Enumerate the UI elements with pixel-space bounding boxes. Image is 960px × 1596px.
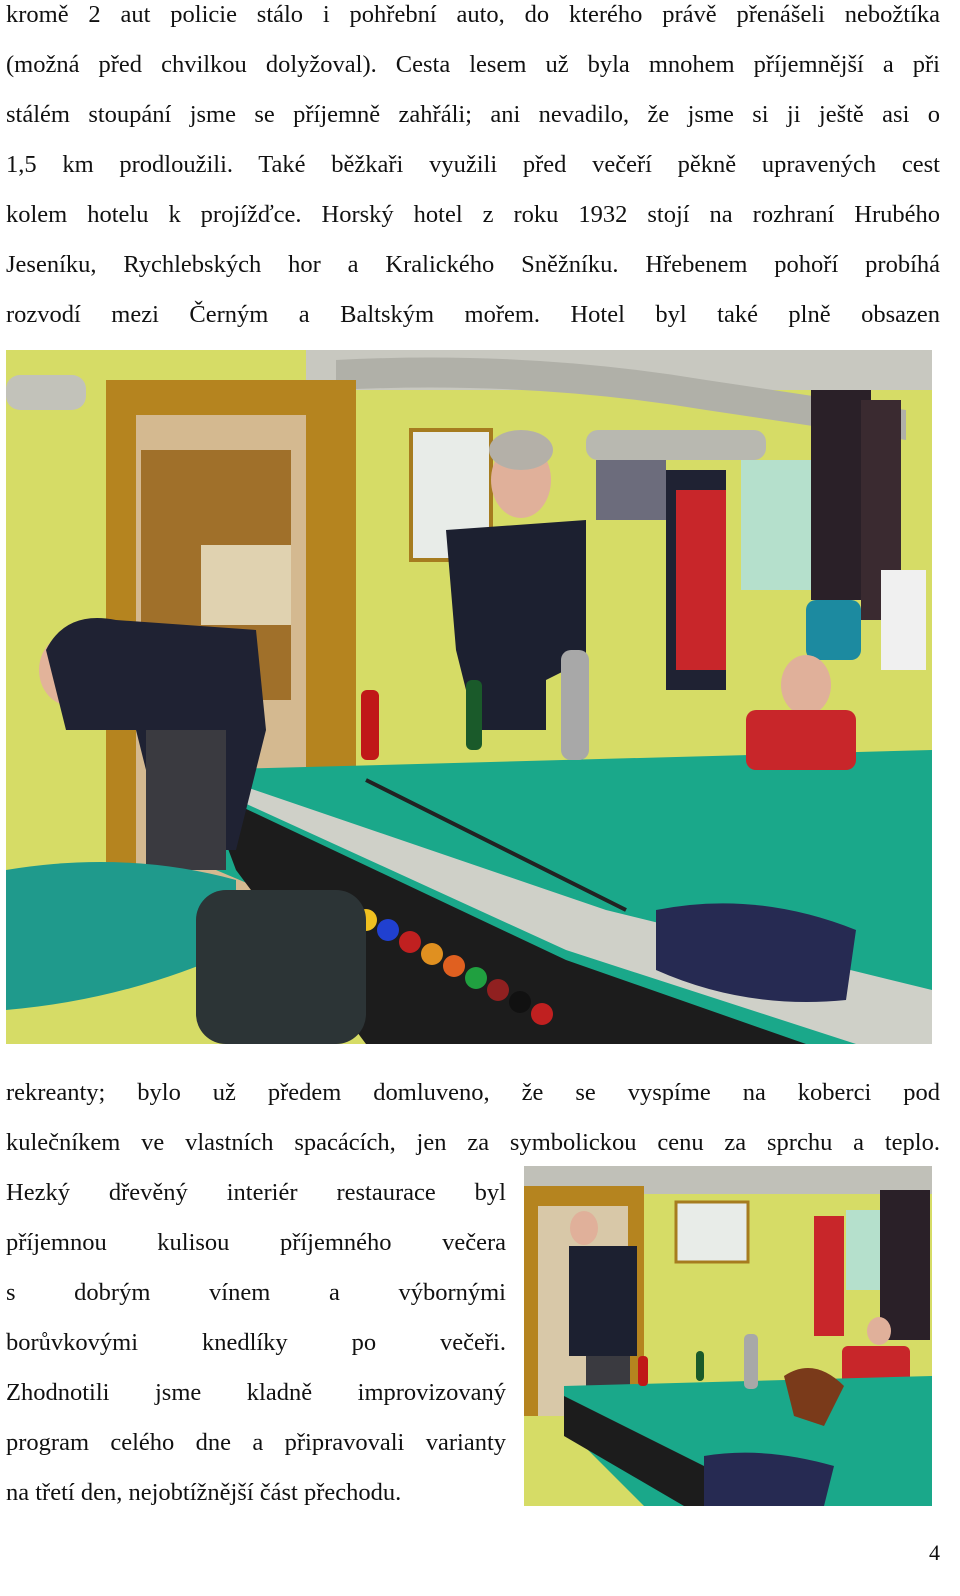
text-line: Zhodnotili jsme kladně improvizovaný: [6, 1379, 506, 1406]
text-line: 1,5 km prodloužili. Také běžkaři využili před večeří pěkně upravených cest: [6, 151, 940, 178]
text-line: borůvkovými knedlíky po večeři.: [6, 1329, 506, 1356]
text-line: rekreanty; bylo už předem domluveno, že se vyspíme na koberci pod: [6, 1079, 940, 1106]
paragraph-3: [6, 1168, 506, 1518]
billiard-room-photo-2: [524, 1166, 932, 1506]
text-line: s dobrým vínem a výbornými: [6, 1279, 506, 1306]
text-line: rozvodí mezi Černým a Baltským mořem. Hotel byl také plně obsazen: [6, 301, 940, 328]
paragraph-1: [6, 0, 940, 340]
text-line: Jeseníku, Rychlebských hor a Kralického Sněžníku. Hřebenem pohoří probíhá: [6, 251, 940, 278]
text-line: Hezký dřevěný interiér restaurace byl: [6, 1179, 506, 1206]
text-line: kromě 2 aut policie stálo i pohřební auto, do kterého právě přenášeli nebožtíka: [6, 1, 940, 28]
text-line: na třetí den, nejobtížnější část přechodu.: [6, 1479, 402, 1506]
page-number: 4: [929, 1540, 940, 1565]
text-line: stálém stoupání jsme se příjemně zahřáli; ani nevadilo, že jsme si ji ještě asi o: [6, 101, 940, 128]
billiard-room-photo: [6, 350, 932, 1044]
paragraph-2: [6, 1068, 940, 1168]
text-line: kulečníkem ve vlastních spacácích, jen za symbolickou cenu za sprchu a teplo.: [6, 1129, 940, 1156]
text-line: (možná před chvilkou dolyžoval). Cesta lesem už byla mnohem příjemnější a při: [6, 51, 940, 78]
text-line: program celého dne a připravovali varianty: [6, 1429, 506, 1456]
text-line: kolem hotelu k projížďce. Horský hotel z roku 1932 stojí na rozhraní Hrubého: [6, 201, 940, 228]
text-line: příjemnou kulisou příjemného večera: [6, 1229, 506, 1256]
